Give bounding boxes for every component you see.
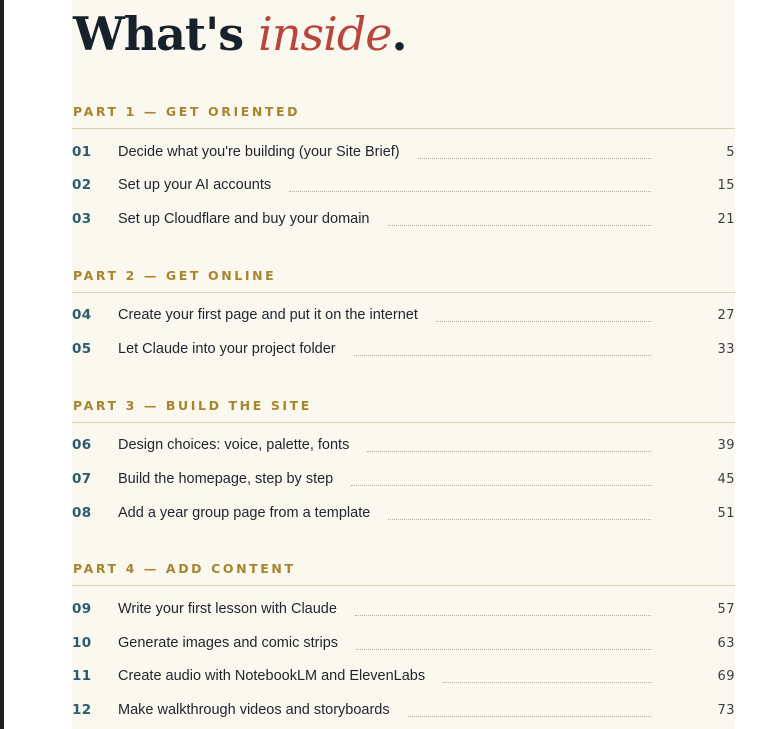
entry-page: 69 xyxy=(717,668,735,684)
toc-entry[interactable] xyxy=(72,338,735,360)
entry-number: 05 xyxy=(72,341,92,357)
title-accent: inside xyxy=(258,7,392,61)
dot-leader xyxy=(443,682,651,683)
entry-page: 73 xyxy=(717,702,735,718)
toc-entry[interactable] xyxy=(72,468,735,490)
entry-number: 12 xyxy=(72,702,92,718)
entry-number: 03 xyxy=(72,211,92,227)
toc-entry[interactable] xyxy=(72,174,735,196)
entry-title: Build the homepage, step by step xyxy=(118,471,334,487)
entry-title: Let Claude into your project folder xyxy=(118,341,336,357)
part-heading-1: PART 1 — GET ORIENTED xyxy=(73,104,301,119)
dot-leader xyxy=(436,321,651,322)
entry-title: Make walkthrough videos and storyboards xyxy=(118,702,390,718)
title-end: . xyxy=(391,7,407,61)
dot-leader xyxy=(351,485,651,486)
toc-entry[interactable] xyxy=(72,141,735,163)
part-divider-4 xyxy=(72,585,735,586)
entry-page: 51 xyxy=(717,505,735,521)
dot-leader xyxy=(418,158,651,159)
part-divider-1 xyxy=(72,128,735,129)
toc-entry[interactable] xyxy=(72,665,735,687)
entry-number: 07 xyxy=(72,471,92,487)
entry-page: 45 xyxy=(717,471,735,487)
entry-number: 11 xyxy=(72,668,92,684)
toc-entry[interactable] xyxy=(72,208,735,230)
entry-page: 21 xyxy=(717,211,735,227)
entry-page: 15 xyxy=(717,177,735,193)
entry-page: 27 xyxy=(717,307,735,323)
window-edge xyxy=(0,0,4,729)
entry-title: Set up your AI accounts xyxy=(118,177,272,193)
part-heading-2: PART 2 — GET ONLINE xyxy=(73,268,277,283)
toc-entry[interactable] xyxy=(72,434,735,456)
part-divider-2 xyxy=(72,292,735,293)
entry-page: 33 xyxy=(717,341,735,357)
dot-leader xyxy=(354,355,651,356)
entry-page: 5 xyxy=(726,144,735,160)
part-heading-3: PART 3 — BUILD THE SITE xyxy=(73,398,312,413)
entry-number: 08 xyxy=(72,505,92,521)
entry-number: 10 xyxy=(72,635,92,651)
entry-title: Create audio with NotebookLM and ElevenLabs xyxy=(118,668,426,684)
entry-title: Create your first page and put it on the internet xyxy=(118,307,418,323)
entry-title: Decide what you're building (your Site Brief) xyxy=(118,144,400,160)
dot-leader xyxy=(367,451,651,452)
entry-number: 02 xyxy=(72,177,92,193)
entry-number: 06 xyxy=(72,437,92,453)
page-title xyxy=(73,4,407,64)
part-heading-4: PART 4 — ADD CONTENT xyxy=(73,561,296,576)
entry-title: Generate images and comic strips xyxy=(118,635,339,651)
dot-leader xyxy=(388,519,651,520)
toc-entry[interactable] xyxy=(72,304,735,326)
toc-entry[interactable] xyxy=(72,598,735,620)
dot-leader xyxy=(408,716,651,717)
entry-title: Set up Cloudflare and buy your domain xyxy=(118,211,370,227)
entry-title: Design choices: voice, palette, fonts xyxy=(118,437,350,453)
entry-page: 39 xyxy=(717,437,735,453)
toc-entry[interactable] xyxy=(72,699,735,721)
entry-page: 57 xyxy=(717,601,735,617)
entry-page: 63 xyxy=(717,635,735,651)
dot-leader xyxy=(388,225,652,226)
toc-entry[interactable] xyxy=(72,502,735,524)
dot-leader xyxy=(289,191,651,192)
entry-number: 01 xyxy=(72,144,92,160)
entry-title: Add a year group page from a template xyxy=(118,505,371,521)
entry-number: 09 xyxy=(72,601,92,617)
entry-number: 04 xyxy=(72,307,92,323)
dot-leader xyxy=(356,649,651,650)
part-divider-3 xyxy=(72,422,735,423)
dot-leader xyxy=(355,615,651,616)
title-main: What's xyxy=(73,7,259,61)
toc-entry[interactable] xyxy=(72,632,735,654)
entry-title: Write your first lesson with Claude xyxy=(118,601,337,617)
